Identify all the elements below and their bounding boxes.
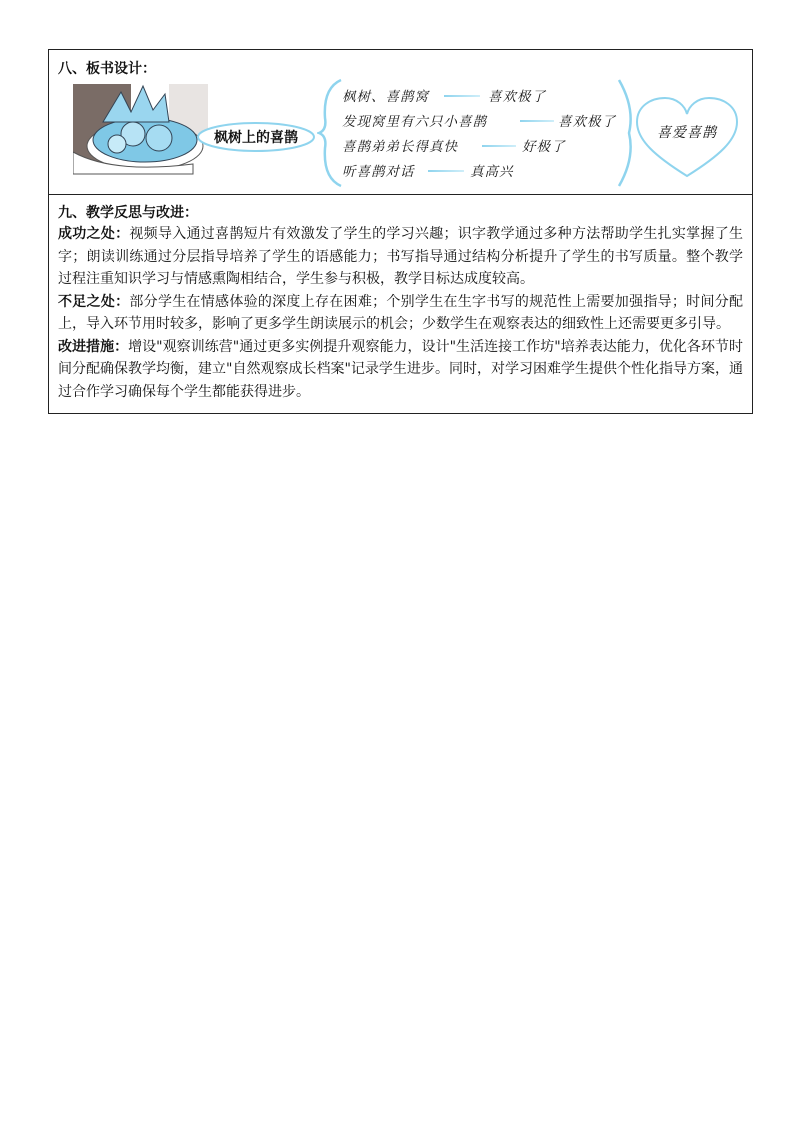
board-line-left: 喜鹊弟弟长得真快 [342, 139, 458, 155]
connector-bar [482, 145, 516, 147]
board-line [342, 83, 632, 108]
board-design-title: 八、板书设计： [58, 61, 156, 77]
weakness-label: 不足之处： [58, 293, 130, 310]
success-label: 成功之处： [58, 226, 130, 242]
board-design-section [49, 50, 752, 195]
board-line-right: 真高兴 [470, 164, 514, 180]
board-line-right: 喜欢极了 [488, 89, 546, 105]
connector-bar [444, 95, 480, 97]
improvement-label: 改进措施： [58, 338, 129, 355]
success-paragraph [58, 223, 743, 291]
board-line [342, 133, 632, 158]
heart-label: 喜爱喜鹊 [657, 125, 717, 141]
board-line-left: 枫树、喜鹊窝 [342, 89, 429, 105]
topic-bubble [195, 120, 317, 154]
board-lines [342, 83, 632, 183]
board-line [342, 108, 632, 133]
connector-bar [520, 120, 554, 122]
board-line [342, 158, 632, 183]
success-text: 视频导入通过喜鹊短片有效激发了学生的学习兴趣；识字教学通过多种方法帮助学生扎实掌握了生字；朗读训练通过分层指导培养了学生的语感能力；书写指导通过结构分析提升了学生的书写质量。整个教学过程注重知识学习与情感熏陶相结合，学生参与积极，教学目标达成度较高。 [58, 226, 744, 287]
reflection-title: 九、教学反思与改进： [58, 205, 198, 221]
left-brace [317, 78, 345, 188]
improvement-paragraph [58, 336, 743, 404]
heart-shape [635, 96, 739, 180]
magpie-nest-illustration [73, 82, 208, 178]
reflection-section [49, 195, 752, 413]
improvement-text: 增设"观察训练营"通过更多实例提升观察能力，设计"生活连接工作坊"培养表达能力，优化各环节时间分配确保教学均衡，建立"自然观察成长档案"记录学生进步。同时，对学习困难学生提供个性化指导方案，通过合作学习确保每个学生都能获得进步。 [58, 338, 743, 400]
lesson-table [48, 49, 753, 414]
board-line-right: 好极了 [522, 139, 566, 155]
connector-bar [428, 170, 464, 172]
weakness-text: 部分学生在情感体验的深度上存在困难；个别学生在生字书写的规范性上需要加强指导；时间分配上，导入环节用时较多，影响了更多学生朗读展示的机会；少数学生在观察表达的细致性上还需要更多引导。 [58, 293, 744, 332]
board-line-left: 听喜鹊对话 [342, 164, 415, 180]
board-line-left: 发现窝里有六只小喜鹊 [342, 114, 487, 130]
weakness-paragraph [58, 291, 743, 336]
board-line-right: 喜欢极了 [558, 114, 616, 130]
topic-label: 枫树上的喜鹊 [214, 130, 298, 146]
